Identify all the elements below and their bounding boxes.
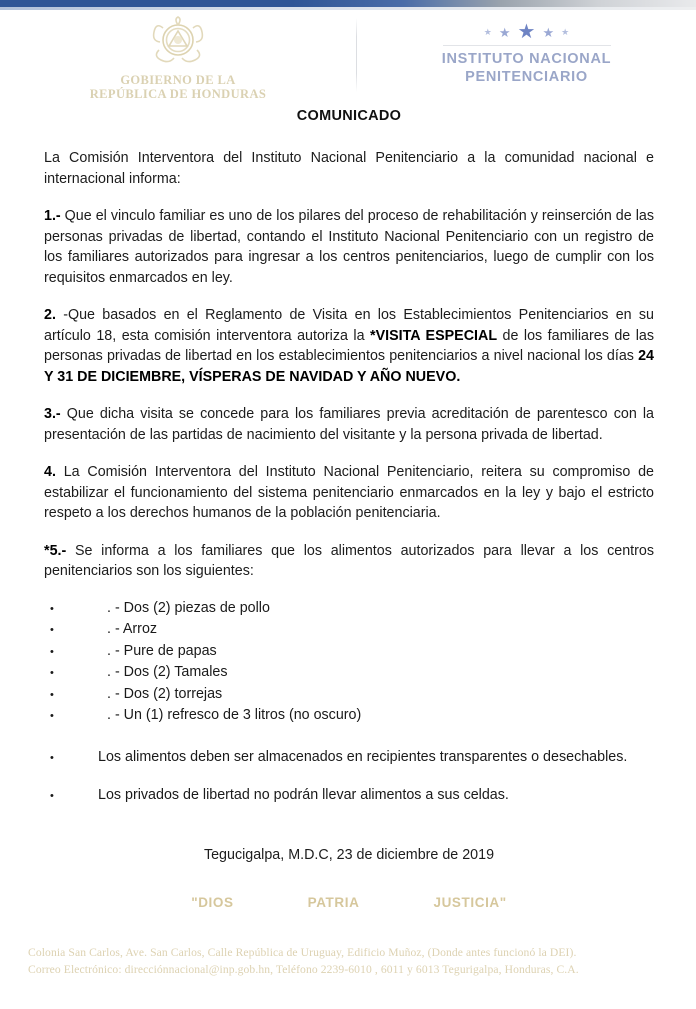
list-item <box>44 705 654 727</box>
list-item <box>44 598 654 620</box>
footer-contact-line: Correo Electrónico: direcciónnacional@inp.gob.hn, Teléfono 2239-6010 , 6011 y 6013 Tegurigalpa, Honduras, C.A. <box>28 963 579 976</box>
bullet-icon: • <box>50 624 54 636</box>
government-logo <box>0 12 356 101</box>
star-icon-5: ★ <box>561 26 570 37</box>
motto-word-patria: PATRIA <box>307 894 360 910</box>
food-item-label: . - Dos (2) torrejas <box>107 685 223 702</box>
footer-address-line: Colonia San Carlos, Ave. San Carlos, Calle República de Uruguay, Edificio Muñoz, (Donde antes funcionó la DEI). <box>28 946 577 959</box>
clause-4 <box>44 462 654 524</box>
clause-4-number: 4. <box>44 464 56 480</box>
list-item <box>44 641 654 663</box>
clause-5 <box>44 541 654 582</box>
clause-2 <box>44 305 654 387</box>
food-item-label: . - Pure de papas <box>107 642 217 659</box>
clause-1 <box>44 206 654 288</box>
five-stars-icon <box>484 22 569 42</box>
inp-logo <box>357 12 696 86</box>
document-body <box>44 108 654 910</box>
clause-2-text-part2: de los familiares de las personas privadas de libertad en los establecimientos penitenciarios a nivel nacional los días <box>44 327 654 364</box>
motto-word-justicia: JUSTICIA" <box>433 894 507 910</box>
bullet-icon: • <box>50 751 54 764</box>
clause-2-number: 2. <box>44 307 56 323</box>
food-item-label: . - Dos (2) piezas de pollo <box>107 599 270 616</box>
star-icon-4: ★ <box>542 24 555 40</box>
food-item-label: . - Un (1) refresco de 3 litros (no oscuro) <box>107 707 362 723</box>
clause-5-number: *5.- <box>44 542 67 559</box>
top-accent-bar-shadow <box>0 7 696 10</box>
bullet-icon: • <box>50 602 54 615</box>
government-logo-text <box>90 73 266 101</box>
bullet-icon: • <box>50 667 54 679</box>
star-icon-1: ★ <box>483 26 492 37</box>
clause-2-bold-visita-especial: *VISITA ESPECIAL <box>370 327 498 344</box>
food-item-label: . - Dos (2) Tamales <box>107 664 228 680</box>
clause-3-number: 3.- <box>44 406 61 422</box>
clause-3 <box>44 404 654 445</box>
star-icon-2: ★ <box>498 24 511 40</box>
bullet-icon: • <box>50 688 54 701</box>
inp-logo-text <box>442 50 611 86</box>
clause-2-text-part1: -Que basados en el Reglamento de Visita en los Establecimientos Penitenciarios en su artículo 18, esta comisión interventora autoriza la <box>44 307 654 344</box>
bullet-icon: • <box>50 645 54 658</box>
motto-line <box>44 895 654 910</box>
honduras-coat-of-arms-icon <box>141 16 215 72</box>
clause-1-text: Que el vinculo familiar es uno de los pilares del proceso de rehabilitación y reinserción de las personas privadas de libertad, contando el Instituto Nacional Penitenciario con un registro de los familiares autorizados para ingresar a los centros penitenciarios, luego de cumplir con los requisitos enmarcados en ley. <box>44 208 654 286</box>
authorized-food-list <box>44 598 654 727</box>
gov-line-2: REPÚBLICA DE HONDURAS <box>89 87 267 101</box>
clause-4-text: La Comisión Interventora del Instituto Nacional Penitenciario, reitera su compromiso de estabilizar el funcionamiento del sistema penitenciario enmarcados en la ley y bajo el estricto respeto a los derechos humanos de la población penitenciaria. <box>44 464 654 521</box>
food-item-label: . - Arroz <box>107 621 158 637</box>
intro-paragraph: La Comisión Interventora del Instituto Nacional Penitenciario a la comunidad nacional e internacional informa: <box>44 150 654 187</box>
closing-bullet-cells <box>44 785 654 807</box>
clause-2-bold-dates: 24 Y 31 DE DICIEMBRE, VÍSPERAS DE NAVIDAD Y AÑO NUEVO. <box>44 348 654 385</box>
place-and-date: Tegucigalpa, M.D.C, 23 de diciembre de 2019 <box>203 846 495 863</box>
document-header <box>0 12 696 104</box>
bullet-icon: • <box>50 710 54 722</box>
clause-5-text: Se informa a los familiares que los alimentos autorizados para llevar a los centros penitenciarios son los siguientes: <box>44 542 654 579</box>
motto-word-dios: "DIOS <box>191 894 234 910</box>
star-icon-3: ★ <box>517 21 536 43</box>
closing-bullet-text: Los alimentos deben ser almacenados en recipientes transparentes o desechables. <box>98 748 628 765</box>
gov-line-1: GOBIERNO DE LA <box>120 73 236 87</box>
list-item <box>44 619 654 641</box>
list-item <box>44 684 654 706</box>
bullet-icon: • <box>50 790 54 802</box>
page-title: COMUNICADO <box>296 108 402 124</box>
closing-bullet-text: Los privados de libertad no podrán llevar alimentos a sus celdas. <box>98 787 509 803</box>
inp-line-2: PENITENCIARIO <box>465 69 588 85</box>
document-footer <box>28 944 676 978</box>
clause-1-number: 1.- <box>44 208 61 224</box>
inp-logo-rule <box>443 45 611 46</box>
closing-bullet-storage <box>44 747 654 769</box>
list-item <box>44 662 654 684</box>
clause-3-text: Que dicha visita se concede para los familiares previa acreditación de parentesco con la presentación de las partidas de nacimiento del visitante y la persona privada de libertad. <box>44 406 654 443</box>
inp-line-1: INSTITUTO NACIONAL <box>441 51 612 67</box>
top-accent-bar <box>0 0 696 7</box>
